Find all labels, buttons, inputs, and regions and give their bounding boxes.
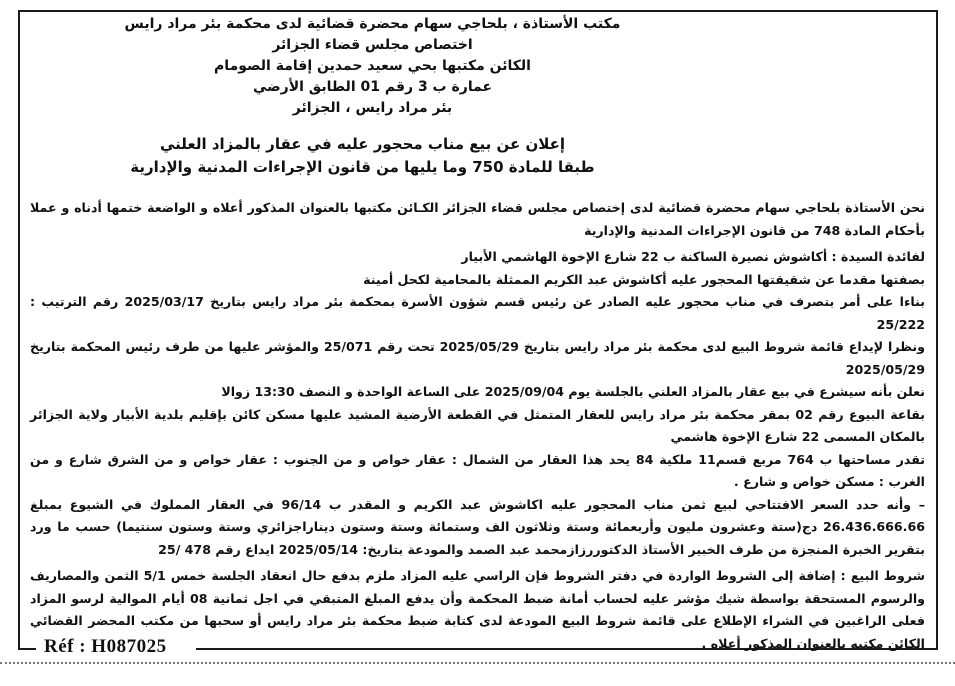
paragraph-area: تقدر مساحتها ب 764 مربع قسم11 ملكية 84 يحد هذا العقار من الشمال : عقار خواص و من الجنوب : عقار خواص و من الشرق شارع و من الغرب : مسكن خواص و شارع . <box>30 451 926 489</box>
paragraph-conditions: شروط البيع : إضافة إلى الشروط الواردة في دفتر الشروط فإن الراسي عليه المزاد ملزم بدفع حال انعقاد الجلسة خمس 5/1 الثمن والمصاريف والرسوم المستحقة بواسطة شيك مؤشر عليه لحساب أمانة ضبط المحكمة وأن يدفع المبلغ المتبقي في اجل ثمانية 08 أيام الموالية لرسو المزاد فعلى الراغبين في الشراء الإطلاع على قائمة شروط البيع المودعة لدى كتابة ضبط محكمة بئر مراد رايس أو سحبها من مكتب المحضر القضائي الكائن مكتبه بالعنوان المذكور أعلاه . <box>30 568 925 651</box>
title-line-1: إعلان عن بيع مناب محجور عليه في عقار بالمزاد العلني <box>159 135 566 153</box>
notice-title <box>30 133 925 179</box>
paragraph-price: – وأنه حدد السعر الافتتاحي لبيع ثمن مناب المحجور عليه اكاشوش عبد الكريم و المقدر ب 96/14 في العقار المملوك في الشيوع بمبلغ 26.436.666.66 دج(ستة وعشرون مليون وأربعمائة وستة وثلاثون الف وستمائة وستة وستون ديناراجزائري وستة وستون سنتيما) حسب ما ورد بتقرير الخبرة المنجزة من طرف الخبير الأستاذ الدكتوررزازمحمد عبد الصمد والمودعة بتاريخ: 2025/05/14 ايداع رقم 478 /25 <box>30 496 926 557</box>
paragraph-intro: نحن الأستاذة بلحاجي سهام محضرة قضائية لدى إختصاص مجلس قضاء الجزائر الكـائن مكتبها بالعنوان المذكور أعلاه و الواضعة ختمها أدناه و عملا بأحكام المادة 748 من قانون الإجراءات المدنية والإدارية <box>30 200 925 238</box>
paragraph-deposit: ونظرا لإيداع قائمة شروط البيع لدى محكمة بئر مراد رايس بتاريخ 2025/05/29 تحت رقم 25/071 والمؤشر عليها من طرف رئيس المحكمة بتاريخ 2025/05/29 <box>30 339 925 377</box>
paragraph-beneficiary: لفائدة السيدة : أكاشوش نصيرة الساكنة ب 22 شارع الإخوة الهاشمي الأبيار <box>461 249 925 264</box>
header-line-5: بئر مراد رايس ، الجزائر <box>292 100 453 116</box>
header-line-2: اختصاص مجلس قضاء الجزائر <box>272 37 473 53</box>
dotted-separator <box>0 662 955 664</box>
header-line-3: الكائن مكتبها بحي سعيد حمدين إقامة الصومام <box>214 58 531 74</box>
paragraph-location: بقاعة البيوع رقم 02 بمقر محكمة بئر مراد رايس للعقار المتمثل في القطعة الأرضية المشيد عليها مسكن كائن بإقليم بلدية الأبيار ولاية الجزائر بالمكان المسمى 22 شارع الإخوة هاشمي <box>30 406 925 444</box>
title-line-2: طبقا للمادة 750 وما يليها من قانون الإجراءات المدنية والإدارية <box>130 158 595 176</box>
header-line-1: مكتب الأستاذة ، بلحاجي سهام محضرة قضائية لدى محكمة بئر مراد رايس <box>124 16 621 32</box>
header-line-4: عمارة ب 3 رقم 01 الطابق الأرضي <box>252 79 493 95</box>
notice-body <box>30 197 925 655</box>
paragraph-capacity: بصفتها مقدما عن شقيقتها المحجور عليه أكاشوش عبد الكريم الممثلة بالمحامية لكحل أمينة <box>363 271 925 287</box>
notice-content <box>30 14 925 655</box>
paragraph-order: بناءا على أمر بتصرف في مناب محجور عليه الصادر عن رئيس قسم شؤون الأسرة بمحكمة بئر مراد رايس بتاريخ 2025/03/17 رقم الترتيب : 25/222 <box>30 294 925 332</box>
reference-code: Réf : H087025 <box>40 636 171 658</box>
office-header <box>30 14 925 119</box>
paragraph-auction-date: نعلن بأنه سيشرع في بيع عقار بالمزاد العلني بالجلسة يوم 2025/09/04 على الساعة الواحدة و النصف 13:30 زوالا <box>221 384 925 399</box>
